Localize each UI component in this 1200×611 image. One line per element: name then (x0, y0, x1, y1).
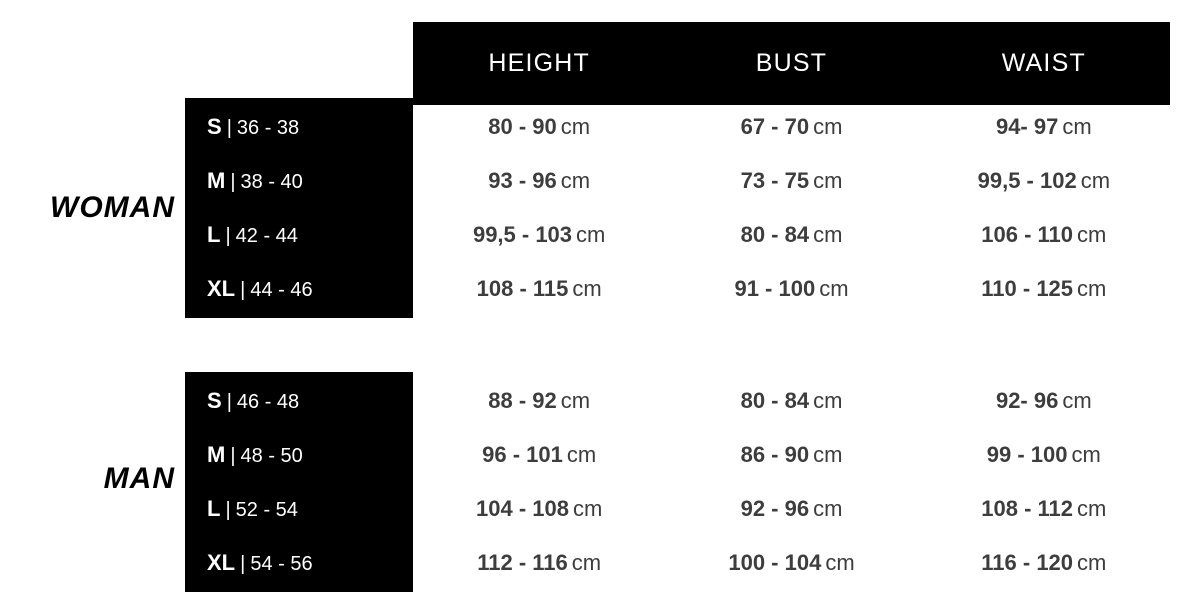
bust-cell (665, 388, 917, 414)
unit-label: cm (813, 442, 843, 467)
table-body-woman (185, 100, 1170, 316)
size-label: XL (207, 276, 236, 301)
unit-label: cm (813, 222, 843, 247)
bust-cell (665, 550, 917, 576)
size-separator: | (240, 553, 246, 575)
eu-size: 42 - 44 (235, 225, 298, 247)
group-label-woman: WOMAN (50, 191, 175, 224)
height-cell (413, 114, 665, 140)
waist-cell (918, 550, 1170, 576)
size-separator: | (230, 445, 236, 467)
unit-label: cm (819, 276, 849, 301)
bust-cell (665, 114, 917, 140)
height-cell (413, 168, 665, 194)
unit-label: cm (560, 388, 591, 413)
height-value: 80 - 90 (488, 114, 557, 139)
bust-value: 80 - 84 (740, 222, 810, 247)
size-separator: | (230, 171, 236, 193)
eu-size: 38 - 40 (240, 171, 303, 193)
size-label: S (207, 388, 222, 413)
size-cell (185, 114, 413, 140)
unit-label: cm (1062, 388, 1092, 413)
size-label: L (207, 222, 221, 247)
bust-cell (665, 222, 917, 248)
unit-label: cm (813, 388, 843, 413)
waist-value: 99 - 100 (986, 442, 1068, 467)
size-cell (185, 276, 413, 302)
column-header-height: HEIGHT (488, 49, 590, 77)
size-cell (185, 496, 413, 522)
size-cell (185, 222, 413, 248)
bust-cell (665, 442, 917, 468)
table-row (185, 154, 1170, 208)
height-value: 99,5 - 103 (472, 222, 573, 247)
bust-value: 86 - 90 (740, 442, 810, 467)
eu-size: 36 - 38 (236, 117, 300, 139)
unit-label: cm (1062, 114, 1092, 139)
table-row (185, 482, 1170, 536)
eu-size: 48 - 50 (240, 445, 303, 467)
height-value: 108 - 115 (476, 276, 569, 301)
size-separator: | (240, 279, 246, 301)
table-row (185, 536, 1170, 590)
size-label: S (207, 114, 222, 139)
bust-cell (665, 168, 917, 194)
eu-size: 54 - 56 (250, 553, 313, 575)
waist-value: 92- 96 (995, 388, 1059, 413)
table-row (185, 374, 1170, 428)
unit-label: cm (1077, 496, 1107, 521)
bust-value: 73 - 75 (740, 168, 810, 193)
size-cell (185, 388, 413, 414)
waist-value: 110 - 125 (981, 276, 1074, 301)
height-cell (413, 496, 665, 522)
table-row (185, 208, 1170, 262)
unit-label: cm (576, 222, 606, 247)
waist-value: 116 - 120 (981, 550, 1074, 575)
bust-cell (665, 276, 917, 302)
waist-cell (918, 388, 1170, 414)
column-header-bust: BUST (755, 49, 828, 77)
size-cell (185, 168, 413, 194)
waist-cell (918, 114, 1170, 140)
unit-label: cm (572, 496, 603, 521)
height-cell (413, 550, 665, 576)
waist-cell (918, 496, 1170, 522)
height-cell (413, 276, 665, 302)
height-value: 88 - 92 (488, 388, 557, 413)
unit-label: cm (1077, 222, 1107, 247)
size-label: XL (207, 550, 236, 575)
eu-size: 52 - 54 (235, 499, 298, 521)
unit-label: cm (571, 550, 602, 575)
size-label: M (207, 168, 226, 193)
height-value: 112 - 116 (477, 550, 568, 575)
table-header-row (413, 22, 1170, 105)
bust-cell (665, 496, 917, 522)
bust-value: 92 - 96 (740, 496, 810, 521)
unit-label: cm (1080, 168, 1111, 193)
size-cell (185, 550, 413, 576)
waist-cell (918, 276, 1170, 302)
unit-label: cm (813, 496, 843, 521)
bust-value: 100 - 104 (728, 550, 822, 575)
group-label-man: MAN (103, 462, 175, 495)
table-row (185, 262, 1170, 316)
unit-label: cm (560, 114, 591, 139)
size-separator: | (225, 499, 231, 521)
height-cell (413, 442, 665, 468)
unit-label: cm (1077, 550, 1107, 575)
waist-value: 106 - 110 (981, 222, 1074, 247)
size-separator: | (225, 225, 231, 247)
waist-value: 99,5 - 102 (977, 168, 1077, 193)
unit-label: cm (813, 114, 843, 139)
waist-cell (918, 222, 1170, 248)
eu-size: 44 - 46 (250, 279, 313, 301)
height-value: 104 - 108 (476, 496, 569, 521)
size-label: M (207, 442, 226, 467)
height-value: 93 - 96 (488, 168, 557, 193)
unit-label: cm (1071, 442, 1101, 467)
size-separator: | (226, 391, 232, 413)
unit-label: cm (825, 550, 855, 575)
height-cell (413, 222, 665, 248)
waist-value: 94- 97 (995, 114, 1059, 139)
unit-label: cm (560, 168, 591, 193)
table-body-man (185, 374, 1170, 590)
size-separator: | (226, 117, 232, 139)
unit-label: cm (572, 276, 602, 301)
height-value: 96 - 101 (482, 442, 563, 467)
waist-cell (918, 442, 1170, 468)
bust-value: 91 - 100 (734, 276, 816, 301)
table-row (185, 100, 1170, 154)
unit-label: cm (566, 442, 597, 467)
eu-size: 46 - 48 (236, 391, 300, 413)
waist-value: 108 - 112 (981, 496, 1074, 521)
column-header-waist: WAIST (1001, 49, 1086, 77)
unit-label: cm (1077, 276, 1107, 301)
bust-value: 80 - 84 (740, 388, 810, 413)
table-row (185, 428, 1170, 482)
waist-cell (918, 168, 1170, 194)
size-cell (185, 442, 413, 468)
size-label: L (207, 496, 221, 521)
height-cell (413, 388, 665, 414)
bust-value: 67 - 70 (740, 114, 810, 139)
unit-label: cm (813, 168, 843, 193)
